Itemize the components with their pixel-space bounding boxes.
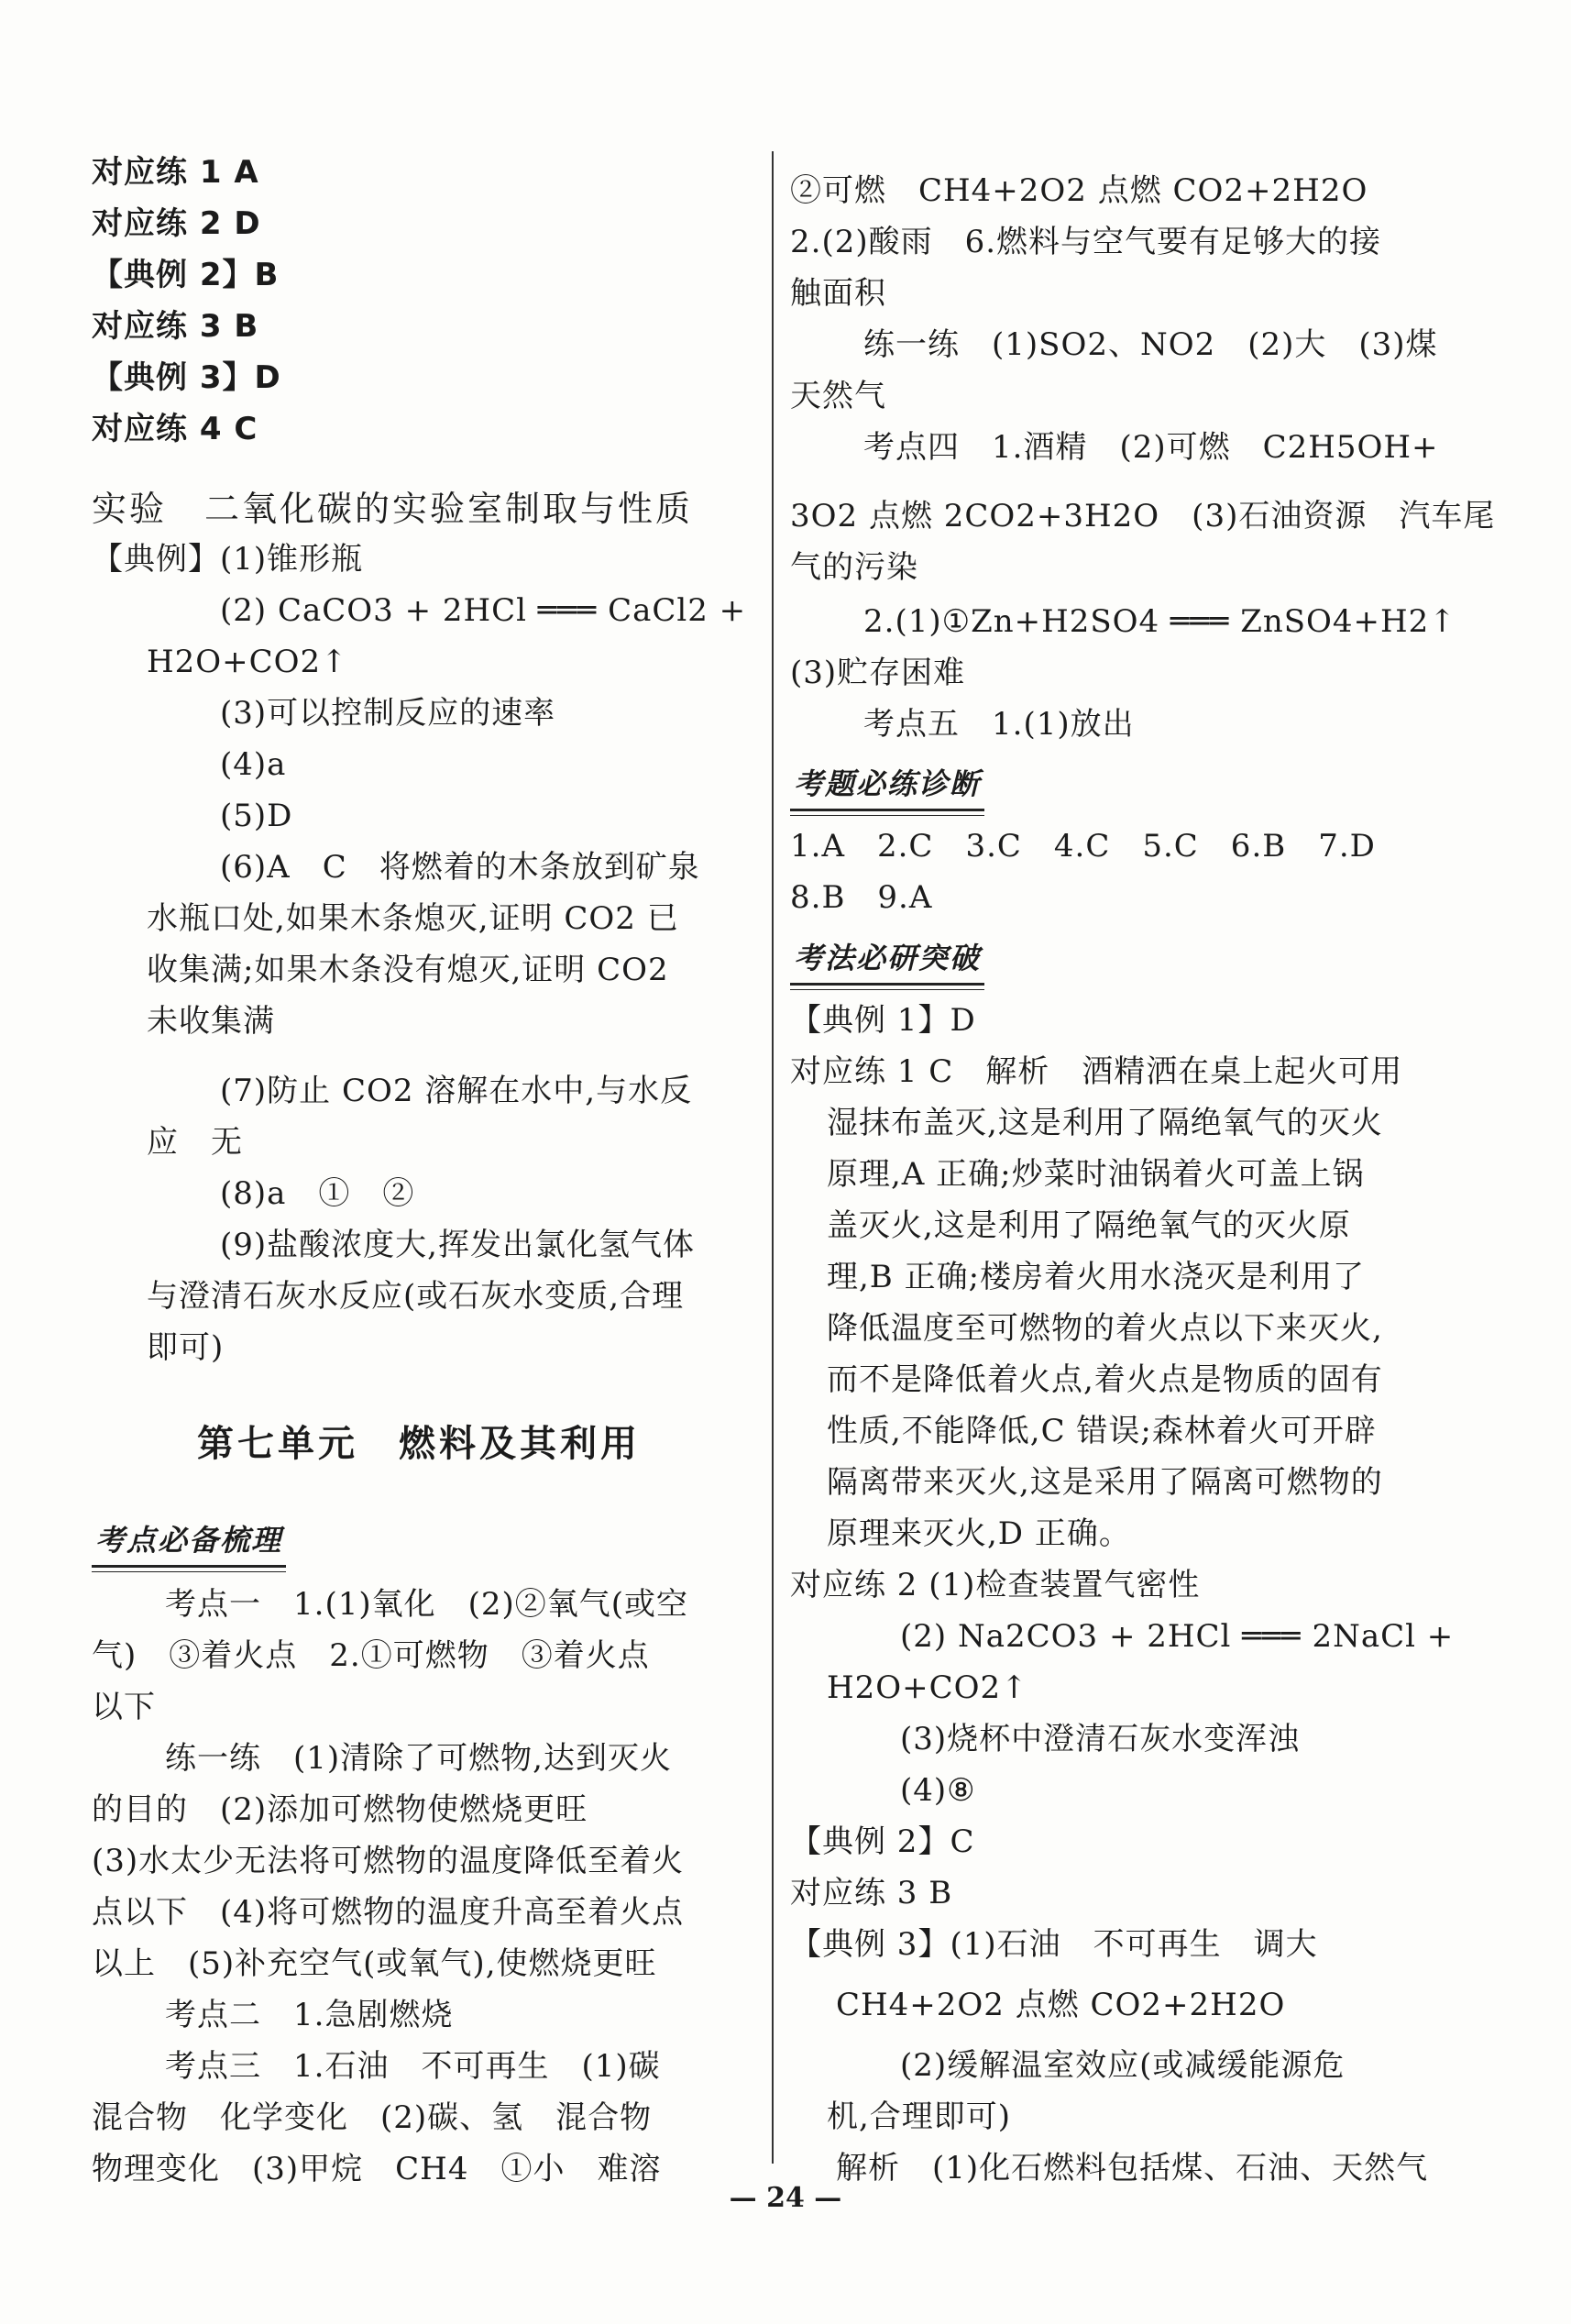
text-line: 气的污染 [790, 549, 918, 586]
text-line: 2.(2)酸雨 6.燃料与空气要有足够大的接 [790, 224, 1382, 260]
text-line: (5)D [220, 798, 293, 834]
text-line: H2O+CO2↑ [827, 1669, 1028, 1706]
text-line: 原理来灭火,D 正确。 [827, 1515, 1131, 1552]
text-line: 考点四 1.酒精 (2)可燃 C2H5OH+ [863, 429, 1439, 466]
text-line: 未收集满 [147, 1003, 275, 1040]
text-line: (2)缓解温室效应(或减缓能源危 [900, 2047, 1346, 2084]
section-header: 考法必研突破 [790, 935, 984, 986]
answer-line: 对应练 4 C [92, 411, 258, 447]
text-line: 盖灭火,这是利用了隔绝氧气的灭火原 [827, 1207, 1351, 1244]
text-line: 天然气 [790, 378, 886, 414]
text-line: CH4+2O2 点燃 CO2+2H2O [836, 1987, 1286, 2023]
text-line: 湿抹布盖灭,这是利用了隔绝氧气的灭火 [827, 1105, 1383, 1141]
text-line: 以上 (5)补充空气(或氧气),使燃烧更旺 [92, 1945, 657, 1982]
text-line: 水瓶口处,如果木条熄灭,证明 CO2 已 [147, 900, 679, 937]
text-line: 理,B 正确;楼房着火用水浇灭是利用了 [827, 1259, 1366, 1295]
text-line: 原理,A 正确;炒菜时油锅着火可盖上锅 [827, 1156, 1365, 1193]
text-line: 【典例 3】(1)石油 不可再生 调大 [790, 1926, 1318, 1963]
text-line: (8)a ① ② [220, 1175, 415, 1212]
column-divider [772, 151, 774, 2164]
text-line: (7)防止 CO2 溶解在水中,与水反 [220, 1073, 693, 1109]
text-line: 点以下 (4)将可燃物的温度升高至着火点 [92, 1894, 685, 1931]
text-line: 即可) [147, 1329, 225, 1366]
text-line: 混合物 化学变化 (2)碳、氢 混合物 [92, 2099, 653, 2136]
text-line: (2) CaCO3 + 2HCl ═══ CaCl2 + [220, 592, 747, 629]
text-line: 对应练 1 C 解析 酒精洒在桌上起火可用 [790, 1053, 1403, 1090]
text-line: 应 无 [147, 1124, 243, 1161]
text-line: 性质,不能降低,C 错误;森林着火可开辟 [827, 1413, 1377, 1449]
text-line: 练一练 (1)清除了可燃物,达到灭火 [165, 1740, 672, 1777]
text-line: (3)烧杯中澄清石灰水变浑浊 [900, 1721, 1301, 1757]
experiment-title: 实验 二氧化碳的实验室制取与性质 [92, 489, 694, 529]
text-line: (9)盐酸浓度大,挥发出氯化氢气体 [220, 1227, 695, 1263]
text-line: 解析 (1)化石燃料包括煤、石油、天然气 [836, 2150, 1429, 2186]
unit-title: 第七单元 燃料及其利用 [197, 1423, 641, 1465]
text-line: 2.(1)①Zn+H2SO4 ═══ ZnSO4+H2↑ [863, 603, 1456, 640]
answer-line: 对应练 2 D [92, 205, 261, 242]
text-line: 1.A 2.C 3.C 4.C 5.C 6.B 7.D [790, 828, 1376, 865]
text-line: 触面积 [790, 275, 886, 312]
text-line: 收集满;如果木条没有熄灭,证明 CO2 [147, 952, 669, 988]
text-line: 的目的 (2)添加可燃物使燃烧更旺 [92, 1791, 588, 1828]
text-line: 对应练 2 (1)检查装置气密性 [790, 1567, 1201, 1603]
text-line: 气) ③着火点 2.①可燃物 ③着火点 [92, 1637, 650, 1674]
text-line: 机,合理即可) [827, 2098, 1012, 2135]
text-line: (3)可以控制反应的速率 [220, 695, 556, 732]
text-line: (3)贮存困难 [790, 655, 966, 691]
answer-line: 对应练 1 A [92, 154, 259, 191]
text-line: (6)A C 将燃着的木条放到矿泉 [220, 849, 700, 886]
text-line: 降低温度至可燃物的着火点以下来灭火, [827, 1310, 1383, 1347]
text-line: 考点五 1.(1)放出 [863, 706, 1135, 743]
answer-line: 【典例 3】D [92, 359, 281, 396]
text-line: 考点二 1.急剧燃烧 [165, 1997, 454, 2033]
text-line: 而不是降低着火点,着火点是物质的固有 [827, 1361, 1383, 1398]
page-number: — 24 — [729, 2182, 842, 2214]
section-header: 考点必备梳理 [92, 1517, 286, 1568]
text-line: (4)a [220, 746, 287, 783]
text-line: 考点一 1.(1)氧化 (2)②氧气(或空 [165, 1586, 689, 1623]
text-line: 对应练 3 B [790, 1875, 953, 1911]
text-line: (2) Na2CO3 + 2HCl ═══ 2NaCl + [900, 1618, 1455, 1655]
text-line: 练一练 (1)SO2、NO2 (2)大 (3)煤 [863, 326, 1438, 363]
text-line: 3O2 点燃 2CO2+3H2O (3)石油资源 汽车尾 [790, 498, 1496, 534]
text-line: 物理变化 (3)甲烷 CH4 ①小 难溶 [92, 2151, 662, 2187]
text-line: 【典例 2】C [790, 1823, 975, 1860]
text-line: 【典例 1】D [790, 1002, 976, 1039]
text-line: 以下 [92, 1689, 156, 1725]
section-header: 考题必练诊断 [790, 761, 984, 811]
text-line: 8.B 9.A [790, 879, 933, 916]
text-line: 隔离带来灭火,这是采用了隔离可燃物的 [827, 1464, 1383, 1501]
answer-line: 对应练 3 B [92, 308, 259, 345]
text-line: ②可燃 CH4+2O2 点燃 CO2+2H2O [790, 172, 1368, 209]
text-line: 考点三 1.石油 不可再生 (1)碳 [165, 2048, 661, 2085]
text-line: 【典例】(1)锥形瓶 [92, 541, 364, 578]
text-line: H2O+CO2↑ [147, 644, 348, 680]
text-line: (4)⑧ [900, 1772, 976, 1809]
text-line: 与澄清石灰水反应(或石灰水变质,合理 [147, 1278, 685, 1315]
answer-line: 【典例 2】B [92, 257, 280, 293]
text-line: (3)水太少无法将可燃物的温度降低至着火 [92, 1843, 685, 1879]
